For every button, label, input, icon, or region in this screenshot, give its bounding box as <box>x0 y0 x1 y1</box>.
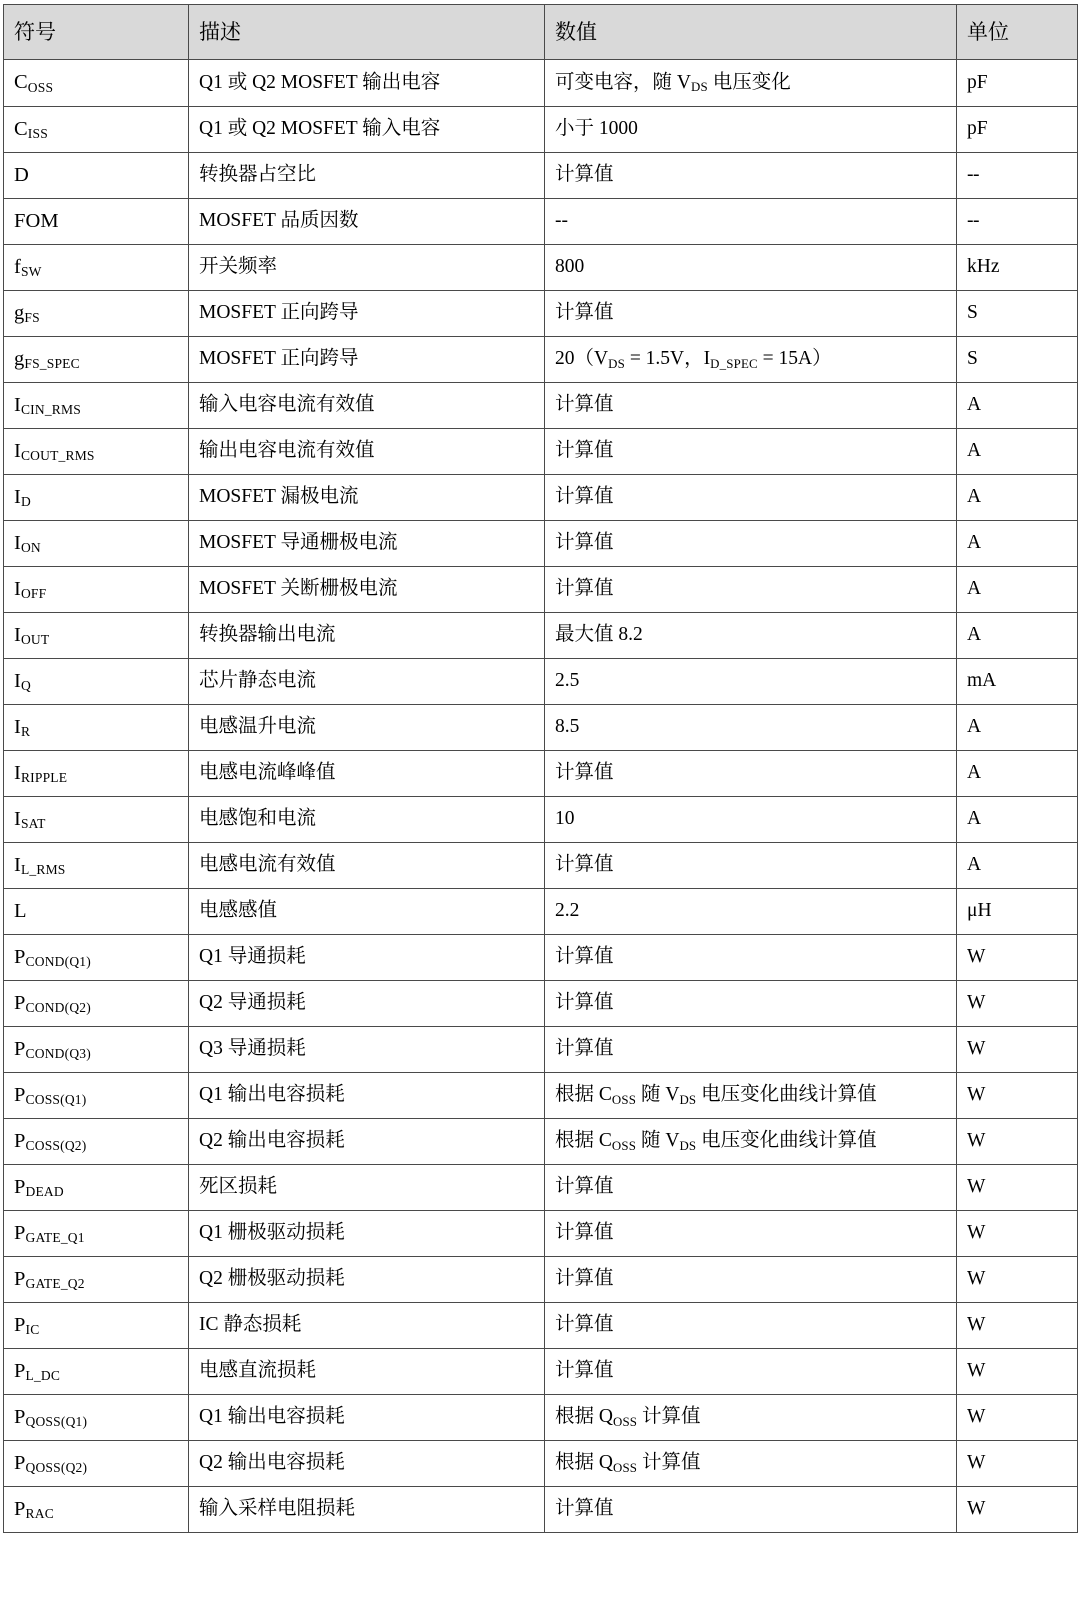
symbol-text: $I_Q$ <box>14 669 31 694</box>
value-text: 计算值 <box>555 578 614 600</box>
cell-value <box>545 1211 957 1257</box>
cell-value <box>545 981 957 1027</box>
symbol-subscript: COUT_RMS <box>20 448 95 464</box>
value-text: 根据 $Q_{OSS}$ 计算值 <box>555 1406 701 1429</box>
symbol-text: $I_{L\_RMS}$ <box>14 853 66 878</box>
table-row <box>4 613 1078 659</box>
symbol-subscript: R <box>20 724 31 740</box>
symbol-subscript: ON <box>20 540 41 556</box>
cell-symbol <box>4 705 189 751</box>
symbol-subscript: OUT <box>20 632 50 648</box>
table-row <box>4 153 1078 199</box>
cell-value <box>545 383 957 429</box>
cell-value <box>545 245 957 291</box>
value-text: 可变电容，随 $V_{DS}$ 电压变化 <box>555 71 791 95</box>
symbol-subscript: IC <box>25 1322 40 1338</box>
cell-unit: W <box>957 935 1078 981</box>
symbol-subscript: L_DC <box>25 1368 61 1384</box>
symbol-subscript: COSS(Q2) <box>25 1138 87 1154</box>
cell-unit: W <box>957 1211 1078 1257</box>
cell-unit: A <box>957 797 1078 843</box>
cell-value <box>545 1165 957 1211</box>
symbol-text: $I_{OUT}$ <box>14 623 50 648</box>
table-row <box>4 567 1078 613</box>
cell-unit: kHz <box>957 245 1078 291</box>
cell-value <box>545 107 957 153</box>
table-row <box>4 245 1078 291</box>
cell-value <box>545 153 957 199</box>
symbol-text: $P_{L\_DC}$ <box>14 1359 61 1384</box>
table-row <box>4 429 1078 475</box>
table-row <box>4 1257 1078 1303</box>
value-text: 2.2 <box>555 900 580 922</box>
table-row <box>4 1441 1078 1487</box>
table-row <box>4 383 1078 429</box>
cell-unit: W <box>957 1257 1078 1303</box>
table-row <box>4 1073 1078 1119</box>
symbol-subscript: COND(Q1) <box>25 954 91 970</box>
cell-symbol <box>4 60 189 107</box>
cell-value <box>545 429 957 475</box>
cell-symbol <box>4 843 189 889</box>
cell-description: 电感感值 <box>189 889 545 935</box>
cell-value <box>545 521 957 567</box>
symbol-text: $f_{SW}$ <box>14 255 42 280</box>
value-text: 最大值 8.2 <box>555 624 643 646</box>
cell-symbol <box>4 337 189 383</box>
value-text: 计算值 <box>555 1314 614 1336</box>
cell-description: 输出电容电流有效值 <box>189 429 545 475</box>
value-text: 10 <box>555 808 575 830</box>
cell-description: MOSFET 导通栅极电流 <box>189 521 545 567</box>
symbol-text: $I_{RIPPLE}$ <box>14 761 68 786</box>
cell-unit: mA <box>957 659 1078 705</box>
cell-unit: A <box>957 705 1078 751</box>
value-subscript: DS <box>679 1092 697 1107</box>
symbol-text: $C_{OSS}$ <box>14 71 54 95</box>
value-text: 小于 1000 <box>555 118 638 140</box>
cell-value <box>545 797 957 843</box>
cell-description: Q2 输出电容损耗 <box>189 1441 545 1487</box>
table-header <box>4 5 1078 60</box>
cell-symbol <box>4 383 189 429</box>
symbol-text: $C_{ISS}$ <box>14 117 48 142</box>
cell-description: MOSFET 正向跨导 <box>189 291 545 337</box>
cell-value <box>545 1441 957 1487</box>
cell-value <box>545 843 957 889</box>
cell-unit: -- <box>957 199 1078 245</box>
table-row <box>4 1165 1078 1211</box>
cell-symbol <box>4 889 189 935</box>
symbol-subscript: GATE_Q1 <box>25 1230 85 1246</box>
symbol-text: $P_{COND(Q3)}$ <box>14 1037 91 1062</box>
document-page <box>0 4 1080 1607</box>
cell-value <box>545 1487 957 1533</box>
cell-value <box>545 751 957 797</box>
value-text: 计算值 <box>555 1498 614 1520</box>
table-row <box>4 981 1078 1027</box>
cell-unit: W <box>957 1349 1078 1395</box>
cell-symbol <box>4 1441 189 1487</box>
value-text: -- <box>555 210 568 232</box>
cell-description: MOSFET 关断栅极电流 <box>189 567 545 613</box>
cell-symbol <box>4 107 189 153</box>
symbol-subscript: FS_SPEC <box>24 356 80 372</box>
symbol-subscript: RIPPLE <box>20 770 68 786</box>
symbol-text: $P_{COND(Q1)}$ <box>14 945 91 970</box>
value-text: 计算值 <box>555 1222 614 1244</box>
column-header-unit: 单位 <box>957 5 1078 60</box>
table-header-row <box>4 5 1078 60</box>
value-text: 计算值 <box>555 164 614 186</box>
value-text: $20(V_{DS} = 1.5V$，$I_{D\_SPEC} = 15A$） <box>555 348 832 371</box>
symbol-subscript: ISS <box>27 126 48 142</box>
cell-unit: W <box>957 1395 1078 1441</box>
cell-unit: A <box>957 521 1078 567</box>
cell-description: 转换器输出电流 <box>189 613 545 659</box>
cell-description: MOSFET 漏极电流 <box>189 475 545 521</box>
table-row <box>4 1119 1078 1165</box>
symbol-text: $P_{GATE\_Q2}$ <box>14 1267 85 1292</box>
cell-unit: A <box>957 613 1078 659</box>
cell-symbol <box>4 429 189 475</box>
symbol-subscript: L_RMS <box>20 862 66 878</box>
symbol-subscript: SW <box>20 264 42 280</box>
column-header-description: 描述 <box>189 5 545 60</box>
column-header-value: 数值 <box>545 5 957 60</box>
cell-symbol <box>4 521 189 567</box>
symbol-text: $P_{GATE\_Q1}$ <box>14 1221 85 1246</box>
cell-description: Q1 输出电容损耗 <box>189 1395 545 1441</box>
value-subscript: OSS <box>612 1414 638 1429</box>
value-text: 计算值 <box>555 762 614 784</box>
symbol-text: $I_{ON}$ <box>14 531 41 556</box>
cell-unit: A <box>957 429 1078 475</box>
cell-description: 芯片静态电流 <box>189 659 545 705</box>
cell-symbol <box>4 659 189 705</box>
cell-description: Q2 栅极驱动损耗 <box>189 1257 545 1303</box>
cell-symbol <box>4 291 189 337</box>
cell-description: 输入电容电流有效值 <box>189 383 545 429</box>
value-text: 根据 $Q_{OSS}$ 计算值 <box>555 1452 701 1475</box>
cell-value <box>545 567 957 613</box>
symbol-subscript: FS <box>24 310 40 326</box>
table-row <box>4 337 1078 383</box>
cell-symbol <box>4 751 189 797</box>
cell-unit: -- <box>957 153 1078 199</box>
symbol-text: $g_{FS}$ <box>14 301 40 326</box>
value-text: 计算值 <box>555 1176 614 1198</box>
table-row <box>4 1303 1078 1349</box>
cell-unit: μH <box>957 889 1078 935</box>
cell-description: IC 静态损耗 <box>189 1303 545 1349</box>
cell-value <box>545 291 957 337</box>
parameter-definitions-table <box>3 4 1078 1533</box>
cell-description: 电感直流损耗 <box>189 1349 545 1395</box>
table-row <box>4 797 1078 843</box>
table-row <box>4 659 1078 705</box>
symbol-subscript: QOSS(Q2) <box>25 1460 88 1476</box>
cell-symbol <box>4 1303 189 1349</box>
value-subscript: OSS <box>612 1460 638 1475</box>
cell-value <box>545 1073 957 1119</box>
cell-unit: W <box>957 1027 1078 1073</box>
value-text: 根据 $C_{OSS}$ 随 $V_{DS}$ 电压变化曲线计算值 <box>555 1084 877 1107</box>
symbol-text: $I_{OFF}$ <box>14 577 47 602</box>
cell-description: Q1 栅极驱动损耗 <box>189 1211 545 1257</box>
cell-unit: W <box>957 1303 1078 1349</box>
symbol-subscript: COND(Q2) <box>25 1000 91 1016</box>
symbol-text: $P_{QOSS(Q1)}$ <box>14 1405 88 1430</box>
cell-symbol <box>4 1349 189 1395</box>
symbol-text: D <box>14 163 29 186</box>
value-text: 计算值 <box>555 1268 614 1290</box>
value-text: 计算值 <box>555 854 614 876</box>
value-text: 计算值 <box>555 394 614 416</box>
cell-value <box>545 199 957 245</box>
value-text: 计算值 <box>555 486 614 508</box>
cell-symbol <box>4 1257 189 1303</box>
table-row <box>4 199 1078 245</box>
table-row <box>4 1487 1078 1533</box>
value-subscript: OSS <box>611 1138 637 1153</box>
cell-unit: W <box>957 1441 1078 1487</box>
cell-value <box>545 1119 957 1165</box>
cell-symbol <box>4 935 189 981</box>
cell-description: Q1 导通损耗 <box>189 935 545 981</box>
table-row <box>4 60 1078 107</box>
symbol-text: $P_{COND(Q2)}$ <box>14 991 91 1016</box>
value-subscript: DS <box>690 80 708 95</box>
cell-unit: pF <box>957 107 1078 153</box>
cell-symbol <box>4 153 189 199</box>
value-text: 根据 $C_{OSS}$ 随 $V_{DS}$ 电压变化曲线计算值 <box>555 1130 877 1153</box>
value-subscript: DS <box>679 1138 697 1153</box>
cell-description: 输入采样电阻损耗 <box>189 1487 545 1533</box>
value-text: 800 <box>555 256 585 278</box>
cell-unit: S <box>957 291 1078 337</box>
cell-value <box>545 60 957 107</box>
value-text: 2.5 <box>555 670 580 692</box>
symbol-subscript: RAC <box>25 1506 54 1522</box>
value-text: 计算值 <box>555 1038 614 1060</box>
symbol-subscript: COND(Q3) <box>25 1046 91 1062</box>
table-row <box>4 889 1078 935</box>
symbol-text: $P_{QOSS(Q2)}$ <box>14 1451 88 1476</box>
cell-value <box>545 1395 957 1441</box>
value-text: 计算值 <box>555 532 614 554</box>
cell-description: 死区损耗 <box>189 1165 545 1211</box>
cell-symbol <box>4 1119 189 1165</box>
symbol-text: $P_{COSS(Q2)}$ <box>14 1129 87 1154</box>
cell-value <box>545 935 957 981</box>
symbol-subscript: Q <box>20 678 31 694</box>
value-subscript: OSS <box>611 1092 637 1107</box>
cell-unit: W <box>957 1487 1078 1533</box>
symbol-text: FOM <box>14 209 59 232</box>
cell-description: 转换器占空比 <box>189 153 545 199</box>
symbol-subscript: SAT <box>20 816 46 832</box>
cell-symbol <box>4 981 189 1027</box>
value-subscript: D_SPEC <box>710 356 758 371</box>
cell-value <box>545 659 957 705</box>
symbol-text: $I_{SAT}$ <box>14 807 46 832</box>
table-row <box>4 521 1078 567</box>
symbol-subscript: QOSS(Q1) <box>25 1414 88 1430</box>
symbol-text: $P_{DEAD}$ <box>14 1175 64 1200</box>
cell-unit: pF <box>957 60 1078 107</box>
value-subscript: DS <box>608 356 625 371</box>
cell-description: Q2 输出电容损耗 <box>189 1119 545 1165</box>
symbol-text: $P_{IC}$ <box>14 1313 40 1338</box>
cell-symbol <box>4 1073 189 1119</box>
symbol-text: $I_R$ <box>14 715 31 740</box>
symbol-text: $I_{COUT\_RMS}$ <box>14 439 95 464</box>
cell-description: 电感电流峰峰值 <box>189 751 545 797</box>
table-row <box>4 1211 1078 1257</box>
value-text: 计算值 <box>555 946 614 968</box>
cell-unit: W <box>957 981 1078 1027</box>
value-text: 计算值 <box>555 1360 614 1382</box>
cell-symbol <box>4 245 189 291</box>
cell-description: 电感温升电流 <box>189 705 545 751</box>
column-header-symbol: 符号 <box>4 5 189 60</box>
cell-description: 电感电流有效值 <box>189 843 545 889</box>
symbol-text: $P_{COSS(Q1)}$ <box>14 1083 87 1108</box>
cell-symbol <box>4 797 189 843</box>
cell-value <box>545 705 957 751</box>
cell-description: Q1 输出电容损耗 <box>189 1073 545 1119</box>
cell-unit: A <box>957 567 1078 613</box>
cell-value <box>545 1349 957 1395</box>
cell-unit: A <box>957 383 1078 429</box>
cell-symbol <box>4 613 189 659</box>
value-text: 计算值 <box>555 440 614 462</box>
cell-description: MOSFET 品质因数 <box>189 199 545 245</box>
cell-description: Q1 或 Q2 MOSFET 输入电容 <box>189 107 545 153</box>
cell-symbol <box>4 1027 189 1073</box>
table-row <box>4 705 1078 751</box>
cell-symbol <box>4 199 189 245</box>
symbol-subscript: OSS <box>27 79 54 95</box>
symbol-subscript: OFF <box>20 586 47 602</box>
symbol-text: $I_D$ <box>14 485 31 510</box>
value-text: 计算值 <box>555 992 614 1014</box>
symbol-subscript: D <box>20 494 31 510</box>
cell-unit: A <box>957 751 1078 797</box>
table-row <box>4 107 1078 153</box>
symbol-subscript: COSS(Q1) <box>25 1092 87 1108</box>
cell-description: 开关频率 <box>189 245 545 291</box>
symbol-text: $P_{RAC}$ <box>14 1497 54 1522</box>
cell-symbol <box>4 1487 189 1533</box>
cell-value <box>545 475 957 521</box>
cell-value <box>545 1027 957 1073</box>
table-row <box>4 1027 1078 1073</box>
symbol-subscript: CIN_RMS <box>20 402 81 418</box>
cell-symbol <box>4 1211 189 1257</box>
symbol-text: $I_{CIN\_RMS}$ <box>14 393 81 418</box>
cell-symbol <box>4 1395 189 1441</box>
cell-description: Q2 导通损耗 <box>189 981 545 1027</box>
cell-description: 电感饱和电流 <box>189 797 545 843</box>
symbol-subscript: GATE_Q2 <box>25 1276 85 1292</box>
symbol-subscript: DEAD <box>25 1184 64 1200</box>
cell-unit: W <box>957 1165 1078 1211</box>
cell-unit: W <box>957 1073 1078 1119</box>
table-row <box>4 751 1078 797</box>
cell-symbol <box>4 1165 189 1211</box>
cell-symbol <box>4 567 189 613</box>
cell-value <box>545 1303 957 1349</box>
cell-value <box>545 889 957 935</box>
table-body <box>4 60 1078 1533</box>
table-row <box>4 1395 1078 1441</box>
cell-unit: W <box>957 1119 1078 1165</box>
cell-description: Q1 或 Q2 MOSFET 输出电容 <box>189 60 545 107</box>
table-row <box>4 935 1078 981</box>
table-row <box>4 843 1078 889</box>
table-row <box>4 475 1078 521</box>
table-row <box>4 291 1078 337</box>
cell-value <box>545 337 957 383</box>
value-text: 8.5 <box>555 716 580 738</box>
cell-unit: A <box>957 843 1078 889</box>
cell-unit: A <box>957 475 1078 521</box>
value-text: 计算值 <box>555 302 614 324</box>
table-row <box>4 1349 1078 1395</box>
symbol-text: $g_{FS\_SPEC}$ <box>14 347 80 372</box>
cell-unit: S <box>957 337 1078 383</box>
symbol-text: L <box>14 899 27 922</box>
cell-symbol <box>4 475 189 521</box>
cell-value <box>545 613 957 659</box>
cell-description: Q3 导通损耗 <box>189 1027 545 1073</box>
cell-value <box>545 1257 957 1303</box>
cell-description: MOSFET 正向跨导 <box>189 337 545 383</box>
